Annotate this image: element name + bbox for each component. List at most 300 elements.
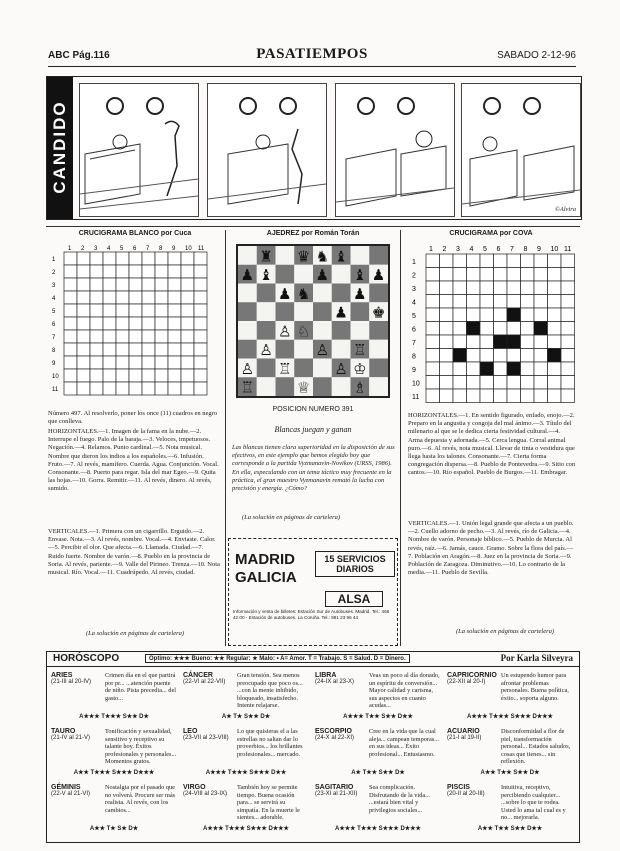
grid-cell[interactable] (426, 254, 440, 268)
grid-cell[interactable] (181, 382, 194, 395)
grid-cell[interactable] (534, 308, 548, 322)
grid-cell[interactable] (426, 322, 440, 336)
grid-cell[interactable] (521, 376, 535, 390)
board-square[interactable] (369, 246, 388, 265)
grid-cell[interactable] (534, 295, 548, 309)
chess-piece[interactable]: ♙ (240, 359, 255, 378)
grid-cell[interactable] (194, 278, 207, 291)
grid-cell[interactable] (194, 330, 207, 343)
grid-cell[interactable] (181, 343, 194, 356)
grid-cell[interactable] (440, 389, 454, 403)
grid-cell[interactable] (194, 317, 207, 330)
chess-piece[interactable]: ♙ (315, 341, 330, 360)
grid-cell[interactable] (521, 322, 535, 336)
grid-cell[interactable] (155, 265, 168, 278)
grid-cell[interactable] (116, 252, 129, 265)
grid-cell[interactable] (168, 304, 181, 317)
grid-cell[interactable] (467, 335, 481, 349)
grid-cell[interactable] (548, 281, 562, 295)
grid-cell[interactable] (142, 252, 155, 265)
grid-cell[interactable] (129, 252, 142, 265)
board-square[interactable] (369, 377, 388, 396)
grid-cell[interactable] (194, 369, 207, 382)
grid-cell[interactable] (494, 376, 508, 390)
chess-piece[interactable]: ♟ (334, 303, 348, 322)
board-square[interactable] (369, 340, 388, 359)
grid-cell[interactable] (440, 308, 454, 322)
chess-board[interactable] (236, 244, 390, 398)
grid-cell[interactable] (467, 295, 481, 309)
grid-cell[interactable] (440, 254, 454, 268)
grid-cell[interactable] (548, 362, 562, 376)
grid-cell[interactable] (90, 317, 103, 330)
grid-cell[interactable] (116, 343, 129, 356)
grid-cell[interactable] (90, 356, 103, 369)
grid-cell[interactable] (561, 362, 575, 376)
grid-cell[interactable] (194, 382, 207, 395)
grid-cell[interactable] (440, 376, 454, 390)
chess-piece[interactable]: ♙ (259, 341, 273, 360)
grid-cell[interactable] (467, 362, 481, 376)
chess-piece[interactable]: ♙ (278, 322, 292, 341)
grid-cell[interactable] (77, 330, 90, 343)
grid-cell[interactable] (521, 295, 535, 309)
grid-cell[interactable] (521, 254, 535, 268)
grid-cell[interactable] (494, 254, 508, 268)
grid-cell[interactable] (480, 308, 494, 322)
board-square[interactable] (276, 302, 295, 321)
grid-cell[interactable] (548, 335, 562, 349)
grid-cell[interactable] (64, 343, 77, 356)
grid-cell[interactable] (155, 343, 168, 356)
chess-piece[interactable]: ♕ (296, 378, 311, 396)
grid-cell[interactable] (168, 252, 181, 265)
grid-cell[interactable] (116, 356, 129, 369)
chess-piece[interactable]: ♖ (240, 378, 255, 396)
grid-cell[interactable] (103, 382, 116, 395)
chess-piece[interactable]: ♔ (353, 359, 367, 378)
grid-cell[interactable] (534, 362, 548, 376)
board-square[interactable] (369, 284, 388, 303)
chess-piece[interactable]: ♞ (296, 284, 311, 303)
board-square[interactable] (313, 359, 332, 378)
grid-cell[interactable] (155, 291, 168, 304)
grid-cell[interactable] (168, 291, 181, 304)
grid-cell[interactable] (168, 356, 181, 369)
grid-cell[interactable] (129, 343, 142, 356)
grid-cell[interactable] (494, 308, 508, 322)
grid-cell[interactable] (440, 362, 454, 376)
grid-cell[interactable] (548, 389, 562, 403)
grid-cell[interactable] (129, 382, 142, 395)
grid-cell[interactable] (426, 335, 440, 349)
board-square[interactable] (351, 246, 370, 265)
grid-cell[interactable] (453, 322, 467, 336)
grid-cell[interactable] (142, 317, 155, 330)
grid-cell[interactable] (507, 322, 521, 336)
grid-cell[interactable] (561, 376, 575, 390)
grid-cell[interactable] (426, 308, 440, 322)
chess-piece[interactable]: ♚ (371, 303, 386, 322)
grid-cell[interactable] (155, 369, 168, 382)
chess-piece[interactable]: ♛ (296, 247, 311, 266)
grid-cell[interactable] (426, 295, 440, 309)
grid-cell[interactable] (440, 335, 454, 349)
grid-cell[interactable] (64, 382, 77, 395)
board-square[interactable] (238, 246, 257, 265)
grid-cell[interactable] (494, 349, 508, 363)
chess-piece[interactable]: ♝ (353, 266, 367, 285)
board-square[interactable] (238, 284, 257, 303)
grid-cell[interactable] (142, 382, 155, 395)
grid-cell[interactable] (90, 278, 103, 291)
grid-cell[interactable] (129, 317, 142, 330)
grid-cell[interactable] (453, 362, 467, 376)
grid-cell[interactable] (181, 291, 194, 304)
grid-cell[interactable] (494, 322, 508, 336)
grid-cell[interactable] (534, 389, 548, 403)
grid-cell[interactable] (142, 265, 155, 278)
grid-cell[interactable] (77, 252, 90, 265)
grid-cell[interactable] (440, 268, 454, 282)
grid-cell[interactable] (453, 376, 467, 390)
board-square[interactable] (294, 302, 313, 321)
grid-cell[interactable] (129, 278, 142, 291)
board-square[interactable] (238, 321, 257, 340)
grid-cell[interactable] (467, 254, 481, 268)
grid-cell[interactable] (168, 265, 181, 278)
board-square[interactable] (313, 377, 332, 396)
board-square[interactable] (351, 302, 370, 321)
grid-cell[interactable] (548, 308, 562, 322)
grid-cell[interactable] (103, 278, 116, 291)
grid-cell[interactable] (64, 265, 77, 278)
chess-piece[interactable]: ♗ (353, 378, 367, 396)
grid-cell[interactable] (77, 291, 90, 304)
grid-cell[interactable] (129, 304, 142, 317)
chess-piece[interactable]: ♟ (371, 266, 386, 285)
chess-piece[interactable]: ♙ (334, 359, 348, 378)
board-square[interactable] (369, 321, 388, 340)
grid-cell[interactable] (480, 335, 494, 349)
grid-cell[interactable] (155, 304, 168, 317)
grid-cell[interactable] (494, 268, 508, 282)
grid-cell[interactable] (129, 265, 142, 278)
grid-cell[interactable] (155, 330, 168, 343)
grid-cell[interactable] (480, 322, 494, 336)
board-square[interactable] (238, 302, 257, 321)
grid-cell[interactable] (453, 254, 467, 268)
grid-cell[interactable] (480, 281, 494, 295)
grid-cell[interactable] (181, 356, 194, 369)
grid-cell[interactable] (64, 330, 77, 343)
grid-cell[interactable] (494, 281, 508, 295)
board-square[interactable] (257, 284, 276, 303)
grid-cell[interactable] (440, 295, 454, 309)
grid-cell[interactable] (494, 295, 508, 309)
grid-cell[interactable] (181, 330, 194, 343)
grid-cell[interactable] (440, 349, 454, 363)
grid-cell[interactable] (426, 362, 440, 376)
grid-cell[interactable] (426, 281, 440, 295)
grid-cell[interactable] (90, 304, 103, 317)
board-square[interactable] (276, 340, 295, 359)
grid-cell[interactable] (507, 281, 521, 295)
board-square[interactable] (313, 321, 332, 340)
grid-cell[interactable] (64, 278, 77, 291)
grid-cell[interactable] (116, 304, 129, 317)
board-square[interactable] (313, 302, 332, 321)
grid-cell[interactable] (561, 308, 575, 322)
grid-cell[interactable] (561, 295, 575, 309)
grid-cell[interactable] (453, 335, 467, 349)
grid-cell[interactable] (467, 389, 481, 403)
grid-cell[interactable] (142, 356, 155, 369)
grid-cell[interactable] (168, 382, 181, 395)
grid-cell[interactable] (168, 330, 181, 343)
chess-piece[interactable]: ♝ (334, 247, 348, 266)
grid-cell[interactable] (181, 265, 194, 278)
grid-cell[interactable] (77, 278, 90, 291)
grid-cell[interactable] (116, 330, 129, 343)
grid-cell[interactable] (116, 278, 129, 291)
board-square[interactable] (276, 265, 295, 284)
grid-cell[interactable] (534, 268, 548, 282)
grid-cell[interactable] (453, 308, 467, 322)
grid-cell[interactable] (480, 254, 494, 268)
grid-cell[interactable] (548, 254, 562, 268)
grid-cell[interactable] (181, 317, 194, 330)
grid-cell[interactable] (521, 308, 535, 322)
grid-cell[interactable] (103, 252, 116, 265)
grid-cell[interactable] (142, 343, 155, 356)
grid-cell[interactable] (64, 369, 77, 382)
grid-cell[interactable] (155, 382, 168, 395)
chess-piece[interactable]: ♞ (315, 247, 330, 266)
grid-cell[interactable] (507, 295, 521, 309)
grid-cell[interactable] (129, 330, 142, 343)
grid-cell[interactable] (521, 349, 535, 363)
grid-cell[interactable] (467, 349, 481, 363)
grid-cell[interactable] (90, 343, 103, 356)
board-square[interactable] (332, 284, 351, 303)
grid-cell[interactable] (548, 268, 562, 282)
grid-cell[interactable] (77, 343, 90, 356)
grid-cell[interactable] (168, 278, 181, 291)
grid-cell[interactable] (77, 265, 90, 278)
grid-cell[interactable] (168, 317, 181, 330)
grid-cell[interactable] (116, 369, 129, 382)
grid-cell[interactable] (90, 330, 103, 343)
grid-cell[interactable] (507, 349, 521, 363)
grid-cell[interactable] (103, 343, 116, 356)
grid-cell[interactable] (521, 335, 535, 349)
grid-cell[interactable] (142, 369, 155, 382)
grid-cell[interactable] (521, 389, 535, 403)
board-square[interactable] (369, 359, 388, 378)
grid-cell[interactable] (103, 317, 116, 330)
chess-piece[interactable]: ♖ (353, 341, 367, 360)
board-square[interactable] (257, 359, 276, 378)
grid-cell[interactable] (90, 252, 103, 265)
grid-cell[interactable] (116, 265, 129, 278)
grid-cell[interactable] (480, 376, 494, 390)
grid-cell[interactable] (507, 376, 521, 390)
grid-cell[interactable] (90, 291, 103, 304)
chess-piece[interactable]: ♖ (278, 359, 292, 378)
grid-cell[interactable] (90, 265, 103, 278)
grid-cell[interactable] (480, 268, 494, 282)
grid-cell[interactable] (194, 356, 207, 369)
board-square[interactable] (238, 340, 257, 359)
board-square[interactable] (294, 359, 313, 378)
grid-cell[interactable] (467, 376, 481, 390)
grid-cell[interactable] (181, 304, 194, 317)
grid-cell[interactable] (103, 291, 116, 304)
grid-cell[interactable] (467, 281, 481, 295)
grid-cell[interactable] (116, 382, 129, 395)
grid-cell[interactable] (194, 252, 207, 265)
grid-cell[interactable] (521, 362, 535, 376)
chess-piece[interactable]: ♝ (259, 266, 273, 285)
grid-cell[interactable] (181, 278, 194, 291)
grid-cell[interactable] (168, 369, 181, 382)
grid-cell[interactable] (480, 349, 494, 363)
grid-cell[interactable] (155, 278, 168, 291)
grid-cell[interactable] (561, 254, 575, 268)
grid-cell[interactable] (116, 317, 129, 330)
grid-cell[interactable] (142, 330, 155, 343)
board-square[interactable] (332, 340, 351, 359)
board-square[interactable] (257, 302, 276, 321)
grid-cell[interactable] (440, 322, 454, 336)
grid-cell[interactable] (64, 252, 77, 265)
grid-cell[interactable] (507, 268, 521, 282)
grid-cell[interactable] (467, 308, 481, 322)
grid-cell[interactable] (548, 295, 562, 309)
board-square[interactable] (294, 340, 313, 359)
grid-cell[interactable] (103, 265, 116, 278)
grid-cell[interactable] (467, 268, 481, 282)
grid-cell[interactable] (155, 317, 168, 330)
chess-piece[interactable]: ♟ (353, 284, 367, 303)
grid-cell[interactable] (129, 356, 142, 369)
grid-cell[interactable] (168, 343, 181, 356)
crossword-blanco-grid[interactable] (50, 242, 214, 397)
chess-piece[interactable]: ♟ (240, 266, 255, 285)
grid-cell[interactable] (521, 281, 535, 295)
grid-cell[interactable] (103, 369, 116, 382)
crossword-cova-grid[interactable] (408, 242, 576, 410)
grid-cell[interactable] (561, 349, 575, 363)
grid-cell[interactable] (90, 382, 103, 395)
board-square[interactable] (276, 246, 295, 265)
grid-cell[interactable] (64, 304, 77, 317)
grid-cell[interactable] (426, 389, 440, 403)
grid-cell[interactable] (561, 268, 575, 282)
chess-piece[interactable]: ♟ (315, 266, 330, 285)
chess-piece[interactable]: ♟ (278, 284, 292, 303)
grid-cell[interactable] (194, 291, 207, 304)
grid-cell[interactable] (90, 369, 103, 382)
board-square[interactable] (332, 265, 351, 284)
chess-piece[interactable]: ♜ (259, 247, 273, 266)
grid-cell[interactable] (181, 252, 194, 265)
grid-cell[interactable] (194, 304, 207, 317)
grid-cell[interactable] (534, 349, 548, 363)
grid-cell[interactable] (426, 349, 440, 363)
grid-cell[interactable] (194, 265, 207, 278)
grid-cell[interactable] (77, 382, 90, 395)
board-square[interactable] (313, 284, 332, 303)
grid-cell[interactable] (129, 291, 142, 304)
grid-cell[interactable] (142, 304, 155, 317)
grid-cell[interactable] (534, 281, 548, 295)
grid-cell[interactable] (77, 369, 90, 382)
grid-cell[interactable] (561, 335, 575, 349)
grid-cell[interactable] (534, 254, 548, 268)
board-square[interactable] (257, 321, 276, 340)
grid-cell[interactable] (453, 295, 467, 309)
grid-cell[interactable] (534, 335, 548, 349)
grid-cell[interactable] (77, 317, 90, 330)
grid-cell[interactable] (116, 291, 129, 304)
grid-cell[interactable] (64, 356, 77, 369)
board-square[interactable] (351, 321, 370, 340)
grid-cell[interactable] (103, 356, 116, 369)
grid-cell[interactable] (142, 291, 155, 304)
grid-cell[interactable] (453, 389, 467, 403)
grid-cell[interactable] (77, 304, 90, 317)
grid-cell[interactable] (534, 376, 548, 390)
grid-cell[interactable] (453, 268, 467, 282)
grid-cell[interactable] (77, 356, 90, 369)
grid-cell[interactable] (129, 369, 142, 382)
grid-cell[interactable] (507, 389, 521, 403)
chess-piece[interactable]: ♘ (296, 322, 311, 341)
grid-cell[interactable] (426, 376, 440, 390)
board-square[interactable] (294, 265, 313, 284)
grid-cell[interactable] (480, 295, 494, 309)
grid-cell[interactable] (494, 362, 508, 376)
grid-cell[interactable] (548, 376, 562, 390)
grid-cell[interactable] (64, 291, 77, 304)
grid-cell[interactable] (548, 322, 562, 336)
grid-cell[interactable] (181, 369, 194, 382)
grid-cell[interactable] (561, 389, 575, 403)
grid-cell[interactable] (480, 389, 494, 403)
grid-cell[interactable] (155, 252, 168, 265)
grid-cell[interactable] (494, 389, 508, 403)
grid-cell[interactable] (440, 281, 454, 295)
grid-cell[interactable] (507, 254, 521, 268)
board-square[interactable] (332, 321, 351, 340)
board-square[interactable] (332, 377, 351, 396)
board-square[interactable] (276, 377, 295, 396)
grid-cell[interactable] (142, 278, 155, 291)
grid-cell[interactable] (103, 330, 116, 343)
grid-cell[interactable] (426, 268, 440, 282)
grid-cell[interactable] (155, 356, 168, 369)
grid-cell[interactable] (453, 281, 467, 295)
grid-cell[interactable] (561, 281, 575, 295)
grid-cell[interactable] (103, 304, 116, 317)
board-square[interactable] (257, 377, 276, 396)
grid-cell[interactable] (194, 343, 207, 356)
grid-cell[interactable] (561, 322, 575, 336)
grid-cell[interactable] (64, 317, 77, 330)
grid-cell[interactable] (521, 268, 535, 282)
